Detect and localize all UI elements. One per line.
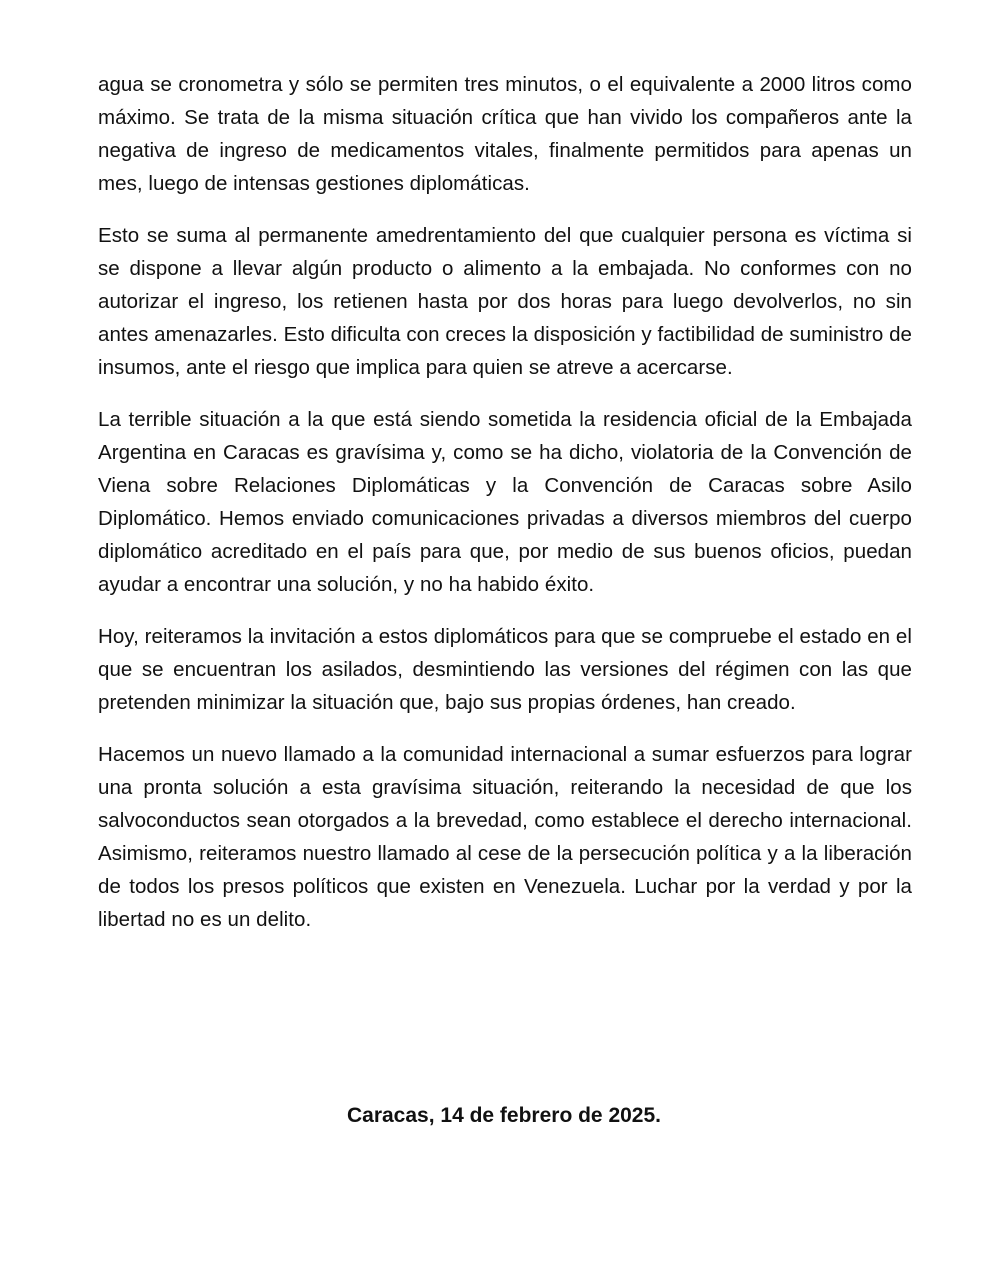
paragraph-2: Esto se suma al permanente amedrentamiento del que cualquier persona es víctima si se dispone a llevar algún producto o alimento a la embajada. No conformes con no autorizar el ingreso, los retienen hasta por dos horas para luego devolverlos, no sin antes amenazarles. Esto dificulta con creces la disposición y factibilidad de suministro de insumos, ante el riesgo que implica para quien se atreve a acercarse.	[98, 224, 912, 379]
paragraph-1: agua se cronometra y sólo se permiten tres minutos, o el equivalente a 2000 litros como máximo. Se trata de la misma situación crítica que han vivido los compañeros ante la negativa de ingreso de medicamentos vitales, finalmente permitidos para apenas un mes, luego de intensas gestiones diplomáticas.	[98, 73, 912, 195]
paragraph-4: Hoy, reiteramos la invitación a estos diplomáticos para que se compruebe el estado en el que se encuentran los asilados, desmintiendo las versiones del régimen con las que pretenden minimizar la situación que, bajo sus propias órdenes, han creado.	[98, 625, 912, 714]
document-body	[98, 68, 912, 955]
date-signoff: Caracas, 14 de febrero de 2025.	[346, 1104, 661, 1127]
paragraph-5: Hacemos un nuevo llamado a la comunidad internacional a sumar esfuerzos para lograr una pronta solución a esta gravísima situación, reiterando la necesidad de que los salvoconductos sean otorgados a la brevedad, como establece el derecho internacional. Asimismo, reiteramos nuestro llamado al cese de la persecución política y a la liberación de todos los presos políticos que existen en Venezuela. Luchar por la verdad y por la libertad no es un delito.	[98, 743, 912, 931]
paragraph-3: La terrible situación a la que está siendo sometida la residencia oficial de la Embajada Argentina en Caracas es gravísima y, como se ha dicho, violatoria de la Convención de Viena sobre Relaciones Diplomáticas y la Convención de Caracas sobre Asilo Diplomático. Hemos enviado comunicaciones privadas a diversos miembros del cuerpo diplomático acreditado en el país para que, por medio de sus buenos oficios, puedan ayudar a encontrar una solución, y no ha habido éxito.	[98, 408, 912, 596]
